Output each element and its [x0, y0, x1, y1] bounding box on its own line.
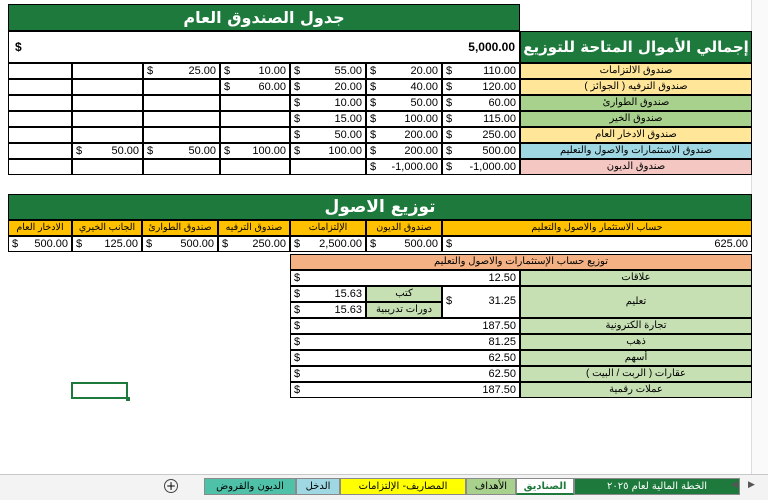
sheet-tab[interactable]: الأهداف	[466, 478, 516, 495]
assets-distribution-title: توزيع الاصول	[8, 194, 752, 220]
cell-value: 100.00	[252, 145, 286, 157]
asset-value: 500.00	[34, 238, 68, 250]
asset-value: 2,500.00	[319, 238, 362, 250]
cell-value: 12.50	[488, 272, 516, 284]
fund-value-cell[interactable]	[290, 79, 366, 95]
cell-value: 62.50	[488, 368, 516, 380]
currency-symbol: $	[15, 40, 22, 54]
fund-value-cell[interactable]	[143, 111, 220, 127]
investment-value-cell[interactable]	[290, 318, 520, 334]
asset-value-cell[interactable]	[366, 236, 442, 252]
cell-value: -1,000.00	[391, 161, 438, 173]
fund-value-cell[interactable]	[442, 111, 520, 127]
fund-value-cell[interactable]	[8, 143, 72, 159]
fund-value-cell[interactable]	[290, 127, 366, 143]
cell-value: 15.00	[334, 113, 362, 125]
investment-label: علاقات	[520, 270, 752, 286]
total-available-value: 5,000.00	[468, 40, 515, 54]
cell-value: 110.00	[483, 65, 516, 77]
cell-value: 187.50	[482, 384, 516, 396]
fund-value-cell[interactable]	[72, 111, 143, 127]
fund-value-cell[interactable]	[442, 79, 520, 95]
asset-header: صندوق الطوارئ	[142, 220, 218, 236]
cell-value: 40.00	[410, 81, 438, 93]
investment-value-cell[interactable]	[290, 366, 520, 382]
fund-value-cell[interactable]	[143, 159, 220, 175]
asset-value-cell[interactable]	[72, 236, 142, 252]
fund-label: صندوق الخير	[520, 111, 752, 127]
fund-value-cell[interactable]	[290, 95, 366, 111]
cell-value: 81.25	[488, 336, 516, 348]
selected-cell[interactable]	[71, 382, 128, 399]
fund-value-cell[interactable]	[220, 63, 290, 79]
currency-symbol: $	[446, 295, 453, 307]
cell-value: 15.63	[334, 288, 362, 300]
fund-value-cell[interactable]	[442, 143, 520, 159]
currency-symbol: $	[370, 238, 377, 250]
currency-symbol: $	[446, 81, 453, 93]
investment-label: أسهم	[520, 350, 752, 366]
currency-symbol: $	[294, 320, 301, 332]
currency-symbol: $	[294, 81, 301, 93]
fund-value-cell[interactable]	[143, 95, 220, 111]
currency-symbol: $	[12, 238, 19, 250]
fund-value-cell[interactable]	[143, 63, 220, 79]
asset-value: 250.00	[252, 238, 286, 250]
fund-value-cell[interactable]	[220, 95, 290, 111]
currency-symbol: $	[446, 97, 453, 109]
currency-symbol: $	[294, 238, 301, 250]
fund-value-cell[interactable]	[72, 79, 143, 95]
currency-symbol: $	[294, 113, 301, 125]
asset-value: 500.00	[404, 238, 438, 250]
currency-symbol: $	[446, 238, 453, 250]
investment-label: تجارة الكترونية	[520, 318, 752, 334]
currency-symbol: $	[370, 65, 377, 77]
cell-value: 100.00	[404, 113, 438, 125]
cell-value: 55.00	[334, 65, 362, 77]
currency-symbol: $	[446, 161, 453, 173]
fund-value-cell[interactable]	[366, 127, 442, 143]
fund-value-cell[interactable]	[72, 95, 143, 111]
asset-header: الإلتزامات	[290, 220, 366, 236]
fund-value-cell[interactable]	[72, 159, 143, 175]
sheet-tab[interactable]: الدخل	[296, 478, 340, 495]
currency-symbol: $	[224, 81, 231, 93]
fund-value-cell[interactable]	[290, 63, 366, 79]
currency-symbol: $	[446, 129, 453, 141]
currency-symbol: $	[222, 238, 229, 250]
cell-value: 20.00	[410, 65, 438, 77]
fund-label: صندوق الاستثمارات والاصول والتعليم	[520, 143, 752, 159]
cell-value: 250.00	[482, 129, 516, 141]
fund-value-cell[interactable]	[220, 79, 290, 95]
fund-value-cell[interactable]	[8, 63, 72, 79]
investment-value-cell[interactable]	[290, 350, 520, 366]
investment-label: عملات رقمية	[520, 382, 752, 398]
currency-symbol: $	[147, 65, 154, 77]
investment-label: ذهب	[520, 334, 752, 350]
cell-value: 50.00	[188, 145, 216, 157]
total-available-label: إجمالي الأموال المتاحة للتوزيع	[520, 31, 752, 63]
currency-symbol: $	[446, 113, 453, 125]
asset-header: حساب الاستثمار والاصول والتعليم	[442, 220, 752, 236]
fund-value-cell[interactable]	[442, 63, 520, 79]
asset-header: الجانب الخيري	[72, 220, 142, 236]
fund-value-cell[interactable]	[8, 79, 72, 95]
fund-label: صندوق الادخار العام	[520, 127, 752, 143]
currency-symbol: $	[446, 65, 453, 77]
fund-value-cell[interactable]	[220, 159, 290, 175]
currency-symbol: $	[294, 304, 301, 316]
currency-symbol: $	[294, 129, 301, 141]
investment-value-cell[interactable]	[290, 270, 520, 286]
asset-value: 500.00	[180, 238, 214, 250]
cell-value: 120.00	[482, 81, 516, 93]
currency-symbol: $	[294, 145, 301, 157]
investment-distribution-title: توزيع حساب الإستثمارات والاصول والتعليم	[290, 254, 752, 270]
arrow-right-icon[interactable]: ▶	[748, 480, 755, 490]
fund-value-cell[interactable]	[366, 79, 442, 95]
currency-symbol: $	[294, 288, 301, 300]
currency-symbol: $	[224, 145, 231, 157]
fund-value-cell[interactable]	[72, 63, 143, 79]
arrow-left-icon[interactable]: ◀	[731, 480, 738, 490]
fund-value-cell[interactable]	[143, 79, 220, 95]
cell-value: 50.00	[111, 145, 139, 157]
cell-value: 25.00	[188, 65, 216, 77]
sheet-tab[interactable]: الصناديق	[516, 478, 574, 495]
cell-value: 500.00	[482, 145, 516, 157]
fund-value-cell[interactable]	[442, 127, 520, 143]
currency-symbol: $	[76, 238, 83, 250]
fill-handle[interactable]	[126, 397, 130, 401]
general-fund-title: جدول الصندوق العام	[8, 4, 520, 31]
cell-value: 15.63	[334, 304, 362, 316]
fund-value-cell[interactable]	[220, 143, 290, 159]
currency-symbol: $	[147, 145, 154, 157]
currency-symbol: $	[370, 129, 377, 141]
fund-value-cell[interactable]	[72, 143, 143, 159]
cell-value: 10.00	[258, 65, 286, 77]
currency-symbol: $	[224, 65, 231, 77]
currency-symbol: $	[146, 238, 153, 250]
currency-symbol: $	[294, 97, 301, 109]
fund-value-cell[interactable]	[220, 127, 290, 143]
fund-value-cell[interactable]	[220, 111, 290, 127]
fund-value-cell[interactable]	[8, 111, 72, 127]
fund-value-cell[interactable]	[143, 143, 220, 159]
cell-value: 60.00	[488, 97, 516, 109]
vertical-scrollbar[interactable]	[751, 0, 768, 474]
currency-symbol: $	[294, 384, 301, 396]
cell-value: 187.50	[482, 320, 516, 332]
fund-value-cell[interactable]	[8, 159, 72, 175]
cell-value: 100.00	[328, 145, 362, 157]
cell-value: -1,000.00	[469, 161, 516, 173]
asset-value-cell[interactable]	[290, 236, 366, 252]
asset-header: صندوق الديون	[366, 220, 442, 236]
sheet-tab[interactable]: المصاريف- الإلتزامات	[340, 478, 466, 495]
education-sub-value-cell[interactable]	[290, 302, 366, 318]
fund-label: صندوق الديون	[520, 159, 752, 175]
fund-value-cell[interactable]	[290, 111, 366, 127]
education-sub-label: كتب	[366, 286, 442, 302]
currency-symbol: $	[370, 113, 377, 125]
currency-symbol: $	[76, 145, 83, 157]
asset-header: صندوق الترفيه	[218, 220, 290, 236]
sheet-tab[interactable]: الديون والقروض	[204, 478, 296, 495]
cell-value: 60.00	[258, 81, 286, 93]
asset-value-cell[interactable]	[218, 236, 290, 252]
asset-value-cell[interactable]	[442, 236, 752, 252]
fund-value-cell[interactable]	[290, 159, 366, 175]
investment-value-cell[interactable]	[290, 334, 520, 350]
sheet-tab[interactable]: الخطة المالية لعام ٢٠٢٥	[574, 478, 740, 495]
asset-value-cell[interactable]	[142, 236, 218, 252]
fund-value-cell[interactable]	[72, 127, 143, 143]
cell-value: 200.00	[404, 129, 438, 141]
currency-symbol: $	[294, 65, 301, 77]
cell-value: 200.00	[404, 145, 438, 157]
currency-symbol: $	[370, 81, 377, 93]
currency-symbol: $	[294, 272, 301, 284]
cell-value: 10.00	[334, 97, 362, 109]
investment-label: تعليم	[520, 286, 752, 318]
fund-value-cell[interactable]	[366, 63, 442, 79]
cell-value: 50.00	[334, 129, 362, 141]
fund-value-cell[interactable]	[8, 95, 72, 111]
fund-value-cell[interactable]	[366, 143, 442, 159]
education-sub-value-cell[interactable]	[290, 286, 366, 302]
currency-symbol: $	[294, 352, 301, 364]
fund-value-cell[interactable]	[366, 159, 442, 175]
cell-value: 62.50	[488, 352, 516, 364]
fund-label: صندوق الطوارئ	[520, 95, 752, 111]
fund-value-cell[interactable]	[442, 159, 520, 175]
education-sub-label: دورات تدريبية	[366, 302, 442, 318]
cell-value: 115.00	[483, 113, 516, 125]
plus-circle-icon[interactable]: +	[165, 479, 177, 493]
currency-symbol: $	[370, 145, 377, 157]
fund-value-cell[interactable]	[366, 95, 442, 111]
fund-label: صندوق الالتزامات	[520, 63, 752, 79]
currency-symbol: $	[294, 368, 301, 380]
asset-value: 625.00	[714, 238, 748, 250]
currency-symbol: $	[370, 97, 377, 109]
investment-value-cell[interactable]	[290, 382, 520, 398]
currency-symbol: $	[294, 336, 301, 348]
cell-value: 50.00	[410, 97, 438, 109]
fund-value-cell[interactable]	[442, 95, 520, 111]
investment-value: 31.25	[488, 295, 516, 307]
fund-value-cell[interactable]	[366, 111, 442, 127]
total-available-cell[interactable]	[8, 31, 520, 63]
investment-label: عقارات ( الربت / البيت )	[520, 366, 752, 382]
currency-symbol: $	[446, 145, 453, 157]
investment-value-cell[interactable]	[442, 286, 520, 318]
cell-value: 20.00	[334, 81, 362, 93]
fund-value-cell[interactable]	[290, 143, 366, 159]
asset-value: 125.00	[104, 238, 138, 250]
fund-value-cell[interactable]	[143, 127, 220, 143]
currency-symbol: $	[370, 161, 377, 173]
asset-value-cell[interactable]	[8, 236, 72, 252]
fund-label: صندوق الترفيه ( الجوائز )	[520, 79, 752, 95]
asset-header: الادخار العام	[8, 220, 72, 236]
fund-value-cell[interactable]	[8, 127, 72, 143]
